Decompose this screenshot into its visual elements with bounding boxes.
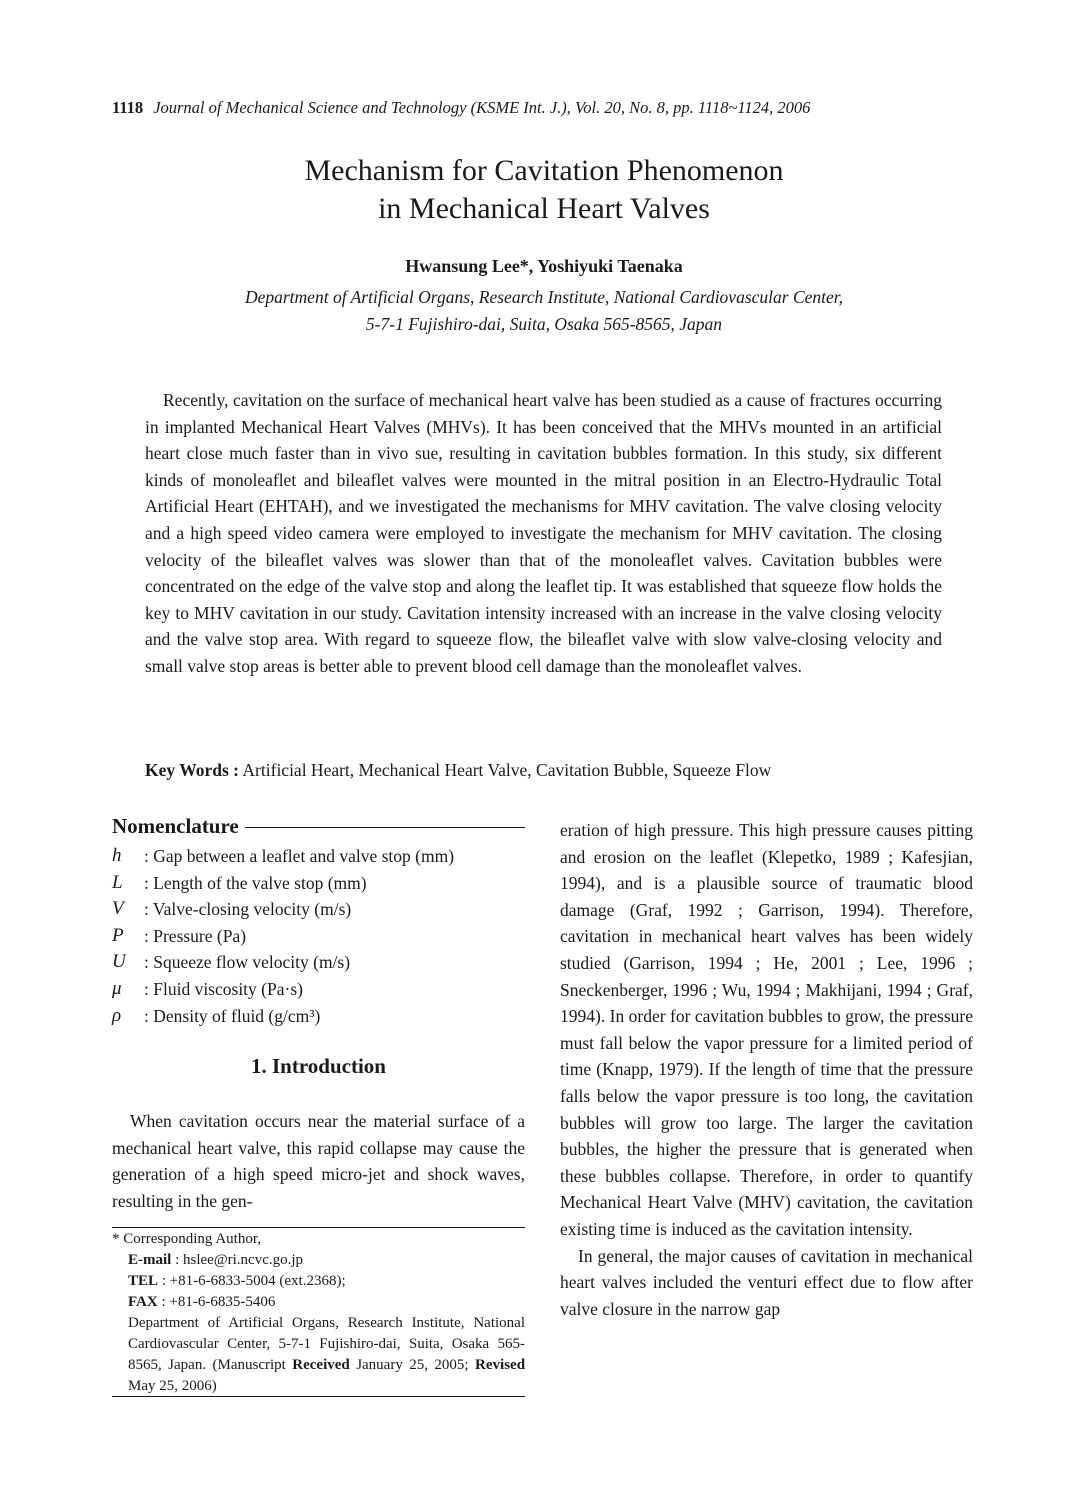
nomenclature-symbol: V — [112, 898, 124, 920]
body-paragraph-2: In general, the major causes of cavitation in mechanical heart valves included the venturi effect due to flow after valve closure in the narrow gap — [560, 1245, 973, 1319]
right-column — [560, 817, 973, 1322]
nomenclature-symbol: U — [112, 951, 126, 973]
footnote — [112, 1229, 525, 1397]
nomenclature-symbol: h — [112, 845, 122, 866]
nomenclature-rule — [245, 827, 525, 828]
footnote-email — [112, 1250, 525, 1271]
section-heading-introduction: 1. Introduction — [251, 1054, 386, 1078]
nomenclature-item — [112, 976, 525, 1003]
footnote-tel — [112, 1271, 525, 1292]
footnote-fax — [112, 1292, 525, 1313]
fax-value: : +81-6-6835-5406 — [161, 1294, 276, 1310]
abstract: Recently, cavitation on the surface of mechanical heart valve has been studied as a cause of fractures occurring in implanted Mechanical Heart Valves (MHVs). It has been conceived that the MHVs mounted in an artificial heart close much faster than in vivo sue, resulting in cavitation bubbles formation. In this study, six different kinds of monoleaflet and bileaflet valves were mounted in the mitral position in an Electro-Hydraulic Total Artificial Heart (EHTAH), and we investigated the mechanisms for MHV cavitation. The valve closing velocity and a high speed video camera were employed to investigate the mechanism for MHV cavitation. The closing velocity of the bileaflet valves was slower than that of the monoleaflet valves. Cavitation bubbles were concentrated on the edge of the valve stop and along the leaflet tip. It was established that squeeze flow holds the key to MHV cavitation in our study. Cavitation intensity increased with an increase in the valve closing velocity and the valve stop area. With regard to squeeze flow, the bileaflet valve with slow valve-closing velocity and small valve stop areas is better able to prevent blood cell damage than the monoleaflet valves. — [145, 390, 942, 676]
nomenclature-title: Nomenclature — [112, 814, 239, 838]
page-number: 1118 — [112, 98, 144, 117]
tel-value: : +81-6-6833-5004 (ext.2368); — [161, 1273, 346, 1289]
affiliation-line-2: 5-7-1 Fujishiro-dai, Suita, Osaka 565-8565, Japan — [365, 314, 723, 334]
nomenclature-item — [112, 923, 525, 950]
nomenclature-desc: : Fluid viscosity (Pa·s) — [144, 978, 303, 999]
footnote-divider — [112, 1227, 525, 1228]
revised-label: Revised — [475, 1357, 526, 1373]
affiliation — [0, 284, 1088, 338]
nomenclature-desc: : Valve-closing velocity (m/s) — [144, 899, 352, 920]
journal-citation: Journal of Mechanical Science and Technology (KSME Int. J.), Vol. 20, No. 8, pp. 1118~1124, 2006 — [153, 98, 811, 117]
tel-label: TEL — [128, 1273, 159, 1289]
nomenclature-list — [112, 843, 525, 1029]
received-label: Received — [292, 1357, 350, 1373]
authors: Hwansung Lee*, Yoshiyuki Taenaka — [405, 256, 683, 276]
title-line-2: in Mechanical Heart Valves — [378, 192, 710, 225]
nomenclature-symbol: P — [112, 924, 124, 946]
title-line-1: Mechanism for Cavitation Phenomenon — [304, 154, 784, 187]
running-header — [112, 98, 810, 118]
affiliation-line-1: Department of Artificial Organs, Research Institute, National Cardiovascular Center, — [244, 287, 844, 307]
fax-label: FAX — [128, 1294, 158, 1310]
footnote-corresponding: * Corresponding Author, — [112, 1231, 261, 1247]
footnote-address — [112, 1313, 525, 1397]
revised-date: May 25, 2006) — [128, 1378, 217, 1394]
nomenclature-desc: : Gap between a leaflet and valve stop (mm) — [144, 846, 455, 866]
nomenclature-desc: : Pressure (Pa) — [144, 925, 247, 946]
paper-title — [0, 152, 1088, 228]
nomenclature-symbol: ρ — [112, 1004, 122, 1026]
nomenclature-item — [112, 896, 525, 923]
keywords — [145, 760, 771, 781]
nomenclature-desc: : Squeeze flow velocity (m/s) — [144, 952, 351, 973]
nomenclature-heading — [112, 814, 525, 839]
nomenclature-desc: : Density of fluid (g/cm³) — [144, 1005, 321, 1026]
nomenclature-desc: : Length of the valve stop (mm) — [144, 872, 367, 893]
body-paragraph-1: eration of high pressure. This high pressure causes pitting and erosion on the leaflet (Klepetko, 1989 ; Kafesjian, 1994), and is a plausible source of traumatic blood damage (Graf, 1992 ; Garrison, 1994). Therefore, cavitation in mechanical heart valves has been widely studied (Garrison, 1994 ; He, 2001 ; Lee, 1996 ; Sneckenberger, 1996 ; Wu, 1994 ; Makhijani, 1994 ; Graf, 1994). In order for cavitation bubbles to grow, the pressure must fall below the vapor pressure for a limited period of time (Knapp, 1979). If the length of time that the pressure falls below the vapor pressure is too long, the cavitation bubbles will grow too large. The larger the cavitation bubbles, the higher the pressure that is generated when these bubbles collapse. Therefore, in order to quantify Mechanical Heart Valve (MHV) cavitation, the cavitation existing time is induced as the cavitation intensity. — [560, 820, 973, 1239]
email-label: E-mail — [128, 1252, 172, 1268]
nomenclature-item — [112, 843, 525, 870]
nomenclature-symbol: L — [112, 871, 123, 893]
address-text: Department of Artificial Organs, Research Institute, National Cardiovascular Center, 5-7-1 Fujishiro-dai, Suita, Osaka 565-8565, Japan. (Manuscript — [128, 1315, 525, 1373]
keywords-text: Artificial Heart, Mechanical Heart Valve, Cavitation Bubble, Squeeze Flow — [242, 760, 772, 780]
nomenclature-item — [112, 1003, 525, 1030]
nomenclature-symbol: μ — [112, 977, 122, 999]
footnote-bottom-rule — [112, 1396, 525, 1397]
nomenclature-item — [112, 949, 525, 976]
nomenclature-item — [112, 870, 525, 897]
received-date: January 25, 2005; — [356, 1357, 469, 1373]
keywords-label: Key Words : — [145, 760, 239, 780]
introduction-text: When cavitation occurs near the material surface of a mechanical heart valve, this rapid collapse may cause the generation of a high speed micro-jet and shock waves, resulting in the gen- — [112, 1111, 525, 1211]
email-value: : hslee@ri.ncvc.go.jp — [175, 1252, 304, 1268]
